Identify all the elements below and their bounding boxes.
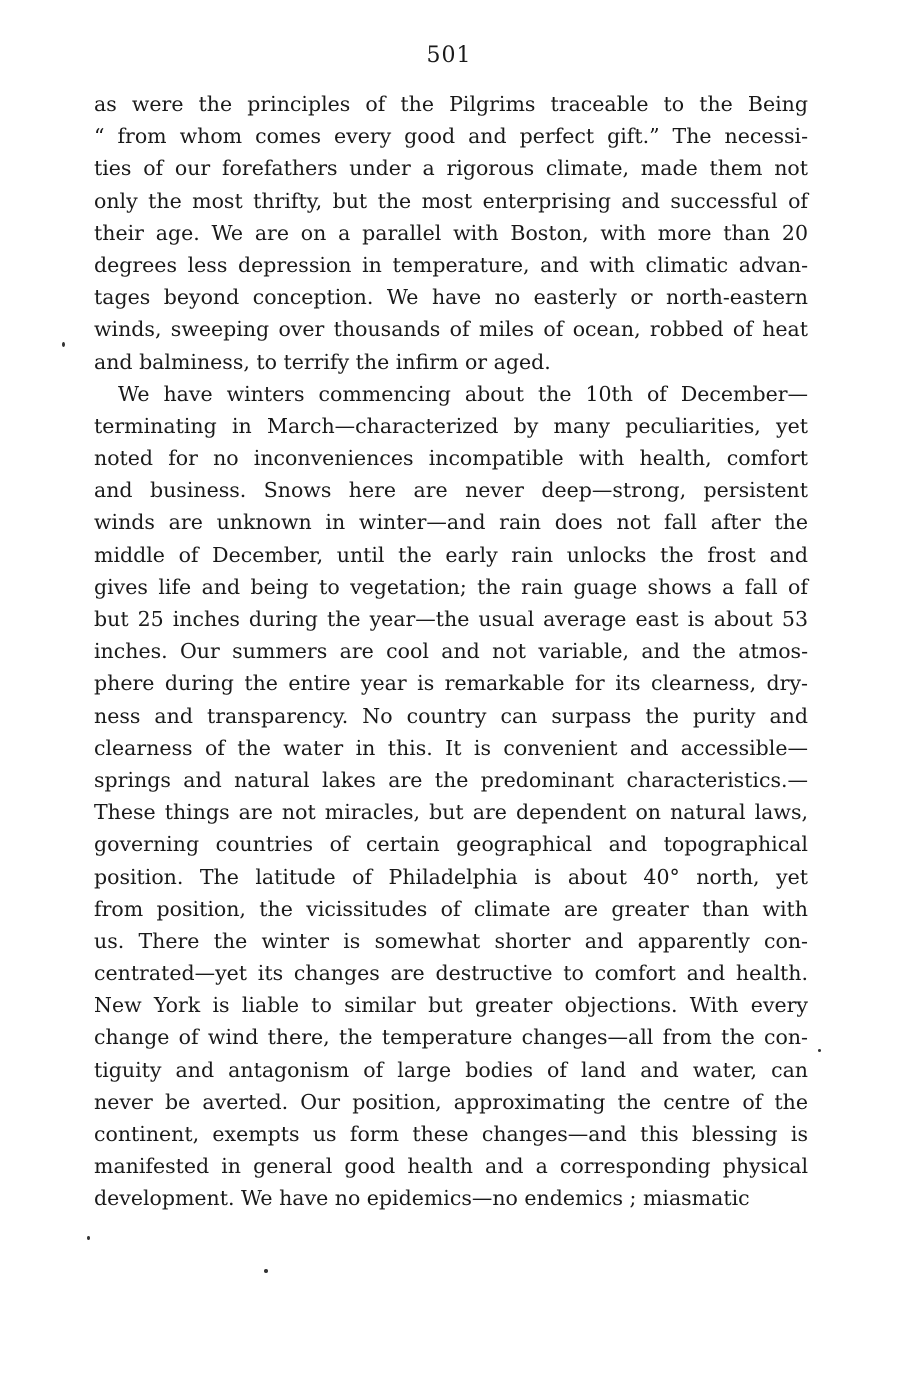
text-line: inches. Our summers are cool and not variable, and the atmos- [94, 639, 808, 664]
text-line: ties of our forefathers under a rigorous climate, made them not [94, 156, 808, 181]
text-line: springs and natural lakes are the predominant characteristics.— [94, 767, 808, 792]
ink-speck [818, 1049, 821, 1052]
text-line: gives life and being to vegetation; the rain guage shows a fall of [94, 574, 808, 599]
text-line: degrees less depression in temperature, and with climatic advan- [94, 252, 808, 277]
text-line: and business. Snows here are never deep—strong, persistent [94, 478, 808, 503]
text-line: as were the principles of the Pilgrims traceable to the Being [94, 92, 808, 116]
text-line: terminating in March—characterized by many peculiarities, yet [94, 413, 808, 438]
text-line: but 25 inches during the year—the usual average east is about 53 [94, 607, 808, 631]
text-line: development. We have no epidemics—no endemics ; miasmatic [94, 1186, 750, 1211]
text-line: winds, sweeping over thousands of miles of ocean, robbed of heat [94, 317, 808, 342]
text-line: middle of December, until the early rain unlocks the frost and [94, 542, 808, 567]
text-line: tiguity and antagonism of large bodies of land and water, can [94, 1057, 808, 1082]
text-line: their age. We are on a parallel with Boston, with more than 20 [94, 220, 808, 245]
text-line: clearness of the water in this. It is convenient and accessible— [94, 735, 808, 760]
text-line: We have winters commencing about the 10th of December— [118, 381, 808, 406]
text-line: centrated—yet its changes are destructive to comfort and health. [94, 961, 808, 986]
text-line: ness and transparency. No country can surpass the purity and [94, 703, 808, 728]
ink-speck [87, 1236, 90, 1240]
paragraph [94, 88, 808, 378]
ink-speck [62, 342, 65, 347]
ink-speck [264, 1269, 268, 1273]
text-line: tages beyond conception. We have no easterly or north-eastern [94, 285, 808, 310]
text-line: governing countries of certain geographical and topographical [94, 832, 808, 857]
text-line: and balminess, to terrify the infirm or aged. [94, 349, 551, 374]
text-line: never be averted. Our position, approximating the centre of the [94, 1089, 808, 1114]
text-line: change of wind there, the temperature changes—all from the con- [94, 1025, 808, 1050]
body-text [94, 88, 808, 1215]
text-line: noted for no inconveniences incompatible with health, comfort [94, 446, 808, 471]
text-line: These things are not miracles, but are dependent on natural laws, [94, 800, 808, 825]
text-line: New York is liable to similar but greater objections. With every [94, 993, 808, 1018]
text-line: manifested in general good health and a corresponding physical [94, 1154, 808, 1179]
text-line: continent, exempts us form these changes—and this blessing is [94, 1122, 808, 1146]
page-number: 501 [426, 43, 472, 68]
paragraph [94, 378, 808, 1215]
text-line: only the most thrifty, but the most enterprising and successful of [94, 188, 808, 213]
text-line: winds are unknown in winter—and rain does not fall after the [94, 510, 808, 535]
text-line: “ from whom comes every good and perfect gift.” The necessi- [94, 124, 808, 149]
text-line: us. There the winter is somewhat shorter and apparently con- [94, 928, 808, 953]
text-line: phere during the entire year is remarkable for its clearness, dry- [94, 671, 808, 696]
text-line: from position, the vicissitudes of climate are greater than with [94, 896, 808, 921]
text-line: position. The latitude of Philadelphia is about 40° north, yet [94, 864, 808, 889]
